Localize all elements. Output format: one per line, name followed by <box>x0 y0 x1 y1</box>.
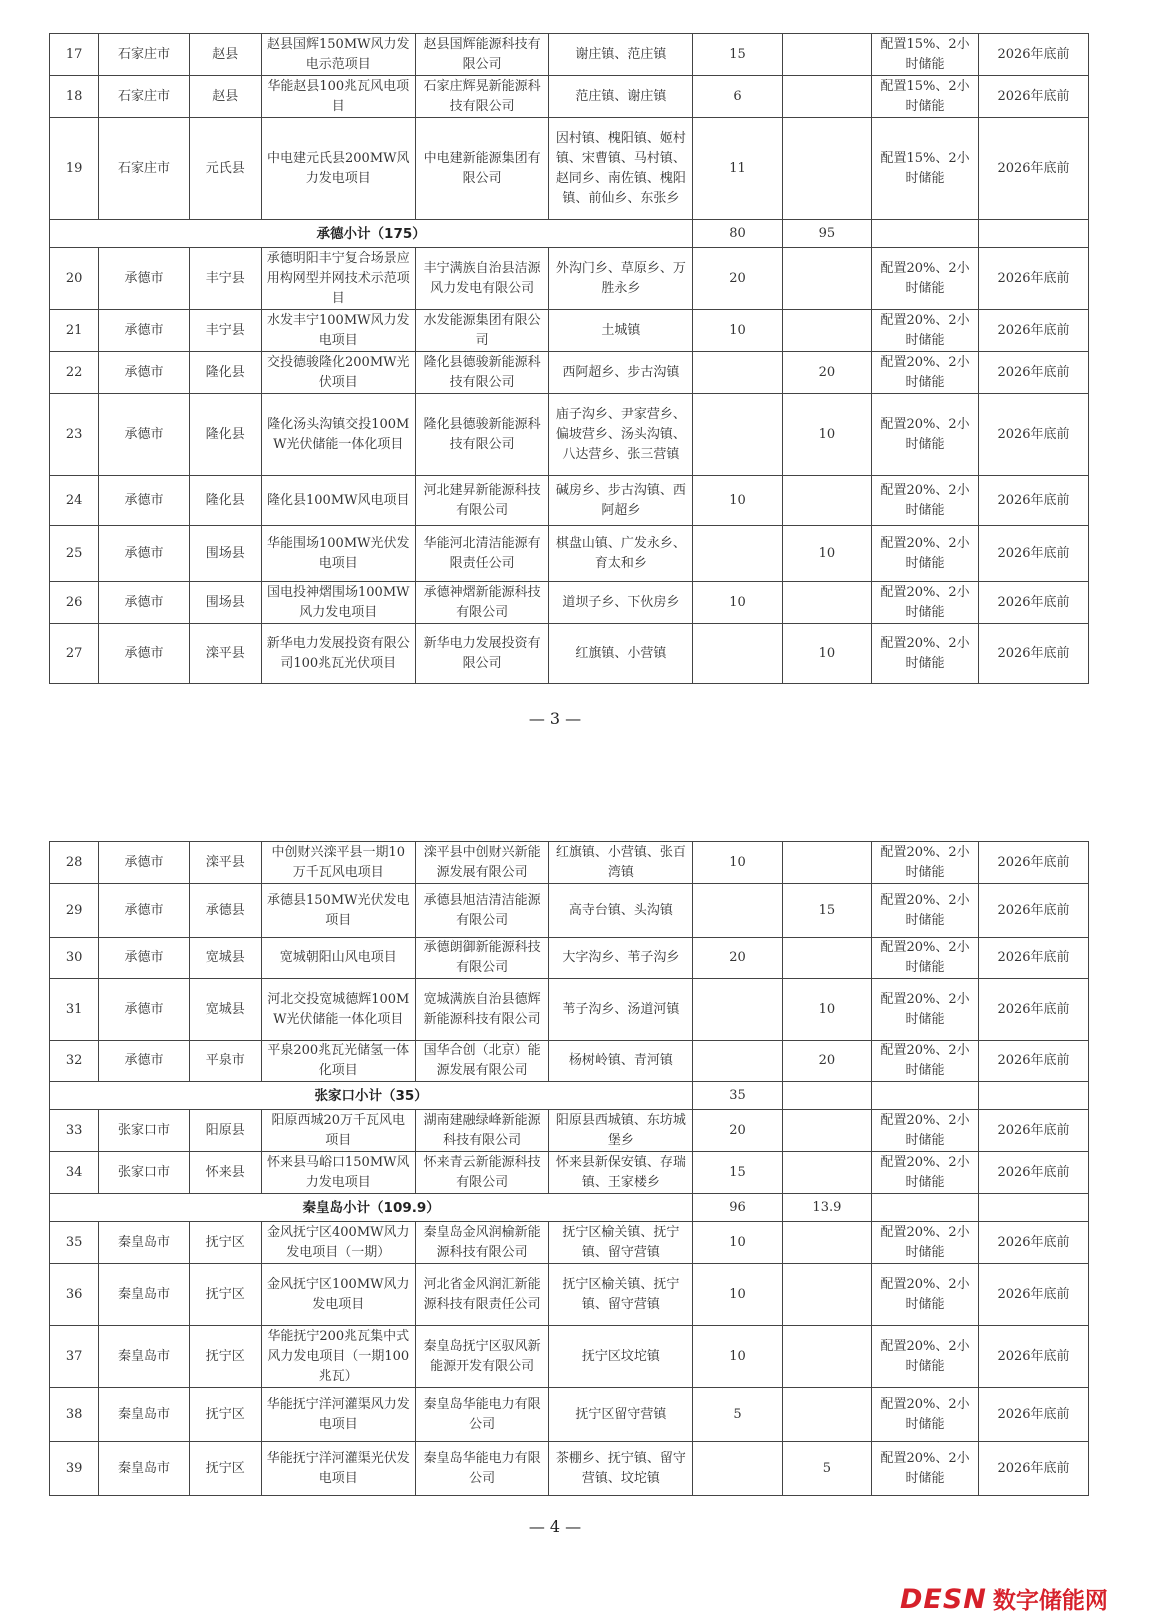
cell-company: 隆化县德骏新能源科技有限公司 <box>415 394 549 476</box>
cell-company: 国华合创（北京）能源发展有限公司 <box>415 1041 549 1082</box>
cell-project-name: 交投德骏隆化200MW光伏项目 <box>261 352 415 394</box>
cell-wind-capacity: 11 <box>693 118 782 220</box>
cell-deadline: 2026年底前 <box>978 118 1088 220</box>
cell-project-name: 承德明阳丰宁复合场景应用构网型并网技术示范项目 <box>261 248 415 310</box>
cell-company: 承德县旭洁清洁能源有限公司 <box>415 884 549 938</box>
table-row <box>50 979 1089 1041</box>
cell-project-name: 国电投神熠围场100MW风力发电项目 <box>261 582 415 624</box>
cell-wind-capacity: 10 <box>693 1264 782 1326</box>
cell-location: 外沟门乡、草原乡、万胜永乡 <box>549 248 693 310</box>
cell-county: 抚宁区 <box>189 1442 261 1496</box>
cell-company: 中电建新能源集团有限公司 <box>415 118 549 220</box>
table-row <box>50 1442 1089 1496</box>
table-row <box>50 526 1089 582</box>
cell-solar-capacity: 20 <box>782 352 871 394</box>
cell-wind-capacity <box>693 979 782 1041</box>
cell-company: 秦皇岛华能电力有限公司 <box>415 1388 549 1442</box>
cell-solar-capacity <box>782 248 871 310</box>
cell-location: 抚宁区榆关镇、抚宁镇、留守营镇 <box>549 1222 693 1264</box>
cell-project-name: 中创财兴滦平县一期10万千瓦风电项目 <box>261 842 415 884</box>
cell-index: 22 <box>50 352 99 394</box>
cell-deadline: 2026年底前 <box>978 1326 1088 1388</box>
cell-city: 秦皇岛市 <box>99 1442 189 1496</box>
cell-city: 张家口市 <box>99 1110 189 1152</box>
cell-deadline: 2026年底前 <box>978 1264 1088 1326</box>
project-table-page-3 <box>49 33 1089 684</box>
cell-county: 滦平县 <box>189 842 261 884</box>
cell-storage: 配置15%、2小时储能 <box>872 34 979 76</box>
desn-watermark-logo <box>900 1582 1108 1614</box>
cell-county: 丰宁县 <box>189 248 261 310</box>
cell-company: 隆化县德骏新能源科技有限公司 <box>415 352 549 394</box>
cell-project-name: 怀来县马峪口150MW风力发电项目 <box>261 1152 415 1194</box>
cell-deadline: 2026年底前 <box>978 1388 1088 1442</box>
cell-county: 元氏县 <box>189 118 261 220</box>
subtotal-label: 承德小计（175） <box>50 220 693 248</box>
cell-city: 石家庄市 <box>99 118 189 220</box>
cell-wind-capacity: 15 <box>693 34 782 76</box>
table-row <box>50 476 1089 526</box>
cell-city: 秦皇岛市 <box>99 1326 189 1388</box>
cell-deadline: 2026年底前 <box>978 1041 1088 1082</box>
cell-index: 35 <box>50 1222 99 1264</box>
cell-index: 27 <box>50 624 99 684</box>
cell-city: 承德市 <box>99 310 189 352</box>
cell-project-name: 阳原西城20万千瓦风电项目 <box>261 1110 415 1152</box>
cell-county: 阳原县 <box>189 1110 261 1152</box>
cell-company: 赵县国辉能源科技有限公司 <box>415 34 549 76</box>
subtotal-solar: 13.9 <box>782 1194 871 1222</box>
cell-company: 秦皇岛金风润榆新能源科技有限公司 <box>415 1222 549 1264</box>
cell-project-name: 中电建元氏县200MW风力发电项目 <box>261 118 415 220</box>
cell-storage: 配置20%、2小时储能 <box>872 1326 979 1388</box>
cell-location: 杨树岭镇、青河镇 <box>549 1041 693 1082</box>
cell-location: 庙子沟乡、尹家营乡、偏坡营乡、汤头沟镇、八达营乡、张三营镇 <box>549 394 693 476</box>
cell-storage: 配置20%、2小时储能 <box>872 248 979 310</box>
subtotal-empty <box>872 220 979 248</box>
cell-city: 承德市 <box>99 624 189 684</box>
cell-city: 张家口市 <box>99 1152 189 1194</box>
cell-company: 华能河北清洁能源有限责任公司 <box>415 526 549 582</box>
cell-wind-capacity <box>693 1041 782 1082</box>
subtotal-row <box>50 220 1089 248</box>
cell-deadline: 2026年底前 <box>978 476 1088 526</box>
cell-county: 承德县 <box>189 884 261 938</box>
cell-company: 水发能源集团有限公司 <box>415 310 549 352</box>
cell-location: 大字沟乡、苇子沟乡 <box>549 938 693 979</box>
cell-index: 37 <box>50 1326 99 1388</box>
cell-solar-capacity: 10 <box>782 979 871 1041</box>
table-row <box>50 938 1089 979</box>
cell-storage: 配置20%、2小时储能 <box>872 884 979 938</box>
cell-solar-capacity <box>782 1326 871 1388</box>
cell-city: 石家庄市 <box>99 34 189 76</box>
cell-company: 新华电力发展投资有限公司 <box>415 624 549 684</box>
table-row <box>50 1264 1089 1326</box>
cell-company: 湖南建融绿峰新能源科技有限公司 <box>415 1110 549 1152</box>
cell-solar-capacity <box>782 842 871 884</box>
cell-wind-capacity <box>693 352 782 394</box>
cell-solar-capacity <box>782 34 871 76</box>
cell-location: 怀来县新保安镇、存瑞镇、王家楼乡 <box>549 1152 693 1194</box>
cell-storage: 配置20%、2小时储能 <box>872 394 979 476</box>
cell-deadline: 2026年底前 <box>978 582 1088 624</box>
cell-storage: 配置20%、2小时储能 <box>872 1041 979 1082</box>
cell-company: 滦平县中创财兴新能源发展有限公司 <box>415 842 549 884</box>
cell-storage: 配置20%、2小时储能 <box>872 979 979 1041</box>
cell-county: 隆化县 <box>189 394 261 476</box>
cell-location: 道坝子乡、下伙房乡 <box>549 582 693 624</box>
watermark-en: DESN <box>900 1584 987 1615</box>
cell-location: 阳原县西城镇、东坊城堡乡 <box>549 1110 693 1152</box>
cell-city: 承德市 <box>99 884 189 938</box>
cell-deadline: 2026年底前 <box>978 1152 1088 1194</box>
cell-index: 18 <box>50 76 99 118</box>
cell-solar-capacity: 5 <box>782 1442 871 1496</box>
cell-project-name: 金风抚宁区400MW风力发电项目（一期） <box>261 1222 415 1264</box>
cell-deadline: 2026年底前 <box>978 34 1088 76</box>
table-row <box>50 624 1089 684</box>
cell-location: 西阿超乡、步古沟镇 <box>549 352 693 394</box>
cell-location: 棋盘山镇、广发永乡、育太和乡 <box>549 526 693 582</box>
cell-location: 红旗镇、小营镇 <box>549 624 693 684</box>
table-row <box>50 118 1089 220</box>
cell-deadline: 2026年底前 <box>978 1222 1088 1264</box>
subtotal-row <box>50 1082 1089 1110</box>
cell-county: 抚宁区 <box>189 1388 261 1442</box>
table-row <box>50 582 1089 624</box>
table-row <box>50 1041 1089 1082</box>
cell-city: 承德市 <box>99 248 189 310</box>
cell-project-name: 华能赵县100兆瓦风电项目 <box>261 76 415 118</box>
cell-solar-capacity <box>782 1222 871 1264</box>
cell-location: 茶棚乡、抚宁镇、留守营镇、坟坨镇 <box>549 1442 693 1496</box>
cell-deadline: 2026年底前 <box>978 310 1088 352</box>
page-number-3: — 3 — <box>528 709 582 728</box>
cell-storage: 配置20%、2小时储能 <box>872 842 979 884</box>
cell-project-name: 华能抚宁洋河灌渠光伏发电项目 <box>261 1442 415 1496</box>
cell-wind-capacity <box>693 884 782 938</box>
cell-company: 宽城满族自治县德辉新能源科技有限公司 <box>415 979 549 1041</box>
cell-project-name: 新华电力发展投资有限公司100兆瓦光伏项目 <box>261 624 415 684</box>
cell-index: 34 <box>50 1152 99 1194</box>
cell-location: 谢庄镇、范庄镇 <box>549 34 693 76</box>
cell-location: 碱房乡、步古沟镇、西阿超乡 <box>549 476 693 526</box>
cell-location: 高寺台镇、头沟镇 <box>549 884 693 938</box>
table-row <box>50 842 1089 884</box>
cell-company: 石家庄辉晃新能源科技有限公司 <box>415 76 549 118</box>
cell-county: 抚宁区 <box>189 1222 261 1264</box>
cell-wind-capacity <box>693 526 782 582</box>
table-row <box>50 34 1089 76</box>
cell-wind-capacity: 10 <box>693 476 782 526</box>
cell-project-name: 水发丰宁100MW风力发电项目 <box>261 310 415 352</box>
cell-project-name: 宽城朝阳山风电项目 <box>261 938 415 979</box>
cell-solar-capacity <box>782 1388 871 1442</box>
cell-wind-capacity: 20 <box>693 938 782 979</box>
cell-county: 宽城县 <box>189 979 261 1041</box>
cell-deadline: 2026年底前 <box>978 394 1088 476</box>
cell-solar-capacity <box>782 1110 871 1152</box>
cell-wind-capacity <box>693 1442 782 1496</box>
cell-company: 丰宁满族自治县洁源风力发电有限公司 <box>415 248 549 310</box>
cell-project-name: 华能围场100MW光伏发电项目 <box>261 526 415 582</box>
subtotal-empty <box>978 220 1088 248</box>
cell-storage: 配置20%、2小时储能 <box>872 1222 979 1264</box>
cell-index: 30 <box>50 938 99 979</box>
cell-company: 河北省金风润汇新能源科技有限责任公司 <box>415 1264 549 1326</box>
cell-project-name: 承德县150MW光伏发电项目 <box>261 884 415 938</box>
cell-deadline: 2026年底前 <box>978 526 1088 582</box>
cell-location: 抚宁区榆关镇、抚宁镇、留守营镇 <box>549 1264 693 1326</box>
cell-solar-capacity: 10 <box>782 526 871 582</box>
table-row <box>50 310 1089 352</box>
cell-location: 抚宁区留守营镇 <box>549 1388 693 1442</box>
cell-index: 39 <box>50 1442 99 1496</box>
subtotal-wind: 35 <box>693 1082 782 1110</box>
cell-city: 承德市 <box>99 938 189 979</box>
cell-location: 范庄镇、谢庄镇 <box>549 76 693 118</box>
page-number-4: — 4 — <box>528 1517 582 1536</box>
cell-company: 怀来青云新能源科技有限公司 <box>415 1152 549 1194</box>
cell-project-name: 金风抚宁区100MW风力发电项目 <box>261 1264 415 1326</box>
cell-company: 秦皇岛抚宁区驭风新能源开发有限公司 <box>415 1326 549 1388</box>
table-row <box>50 1388 1089 1442</box>
cell-solar-capacity <box>782 938 871 979</box>
cell-index: 26 <box>50 582 99 624</box>
table-row <box>50 394 1089 476</box>
cell-county: 宽城县 <box>189 938 261 979</box>
cell-solar-capacity: 10 <box>782 394 871 476</box>
cell-index: 32 <box>50 1041 99 1082</box>
cell-deadline: 2026年底前 <box>978 76 1088 118</box>
cell-index: 19 <box>50 118 99 220</box>
cell-project-name: 平泉200兆瓦光储氢一体化项目 <box>261 1041 415 1082</box>
cell-project-name: 华能抚宁洋河灌渠风力发电项目 <box>261 1388 415 1442</box>
cell-city: 承德市 <box>99 352 189 394</box>
cell-wind-capacity: 6 <box>693 76 782 118</box>
subtotal-empty <box>872 1082 979 1110</box>
cell-city: 秦皇岛市 <box>99 1388 189 1442</box>
cell-city: 承德市 <box>99 582 189 624</box>
cell-wind-capacity: 10 <box>693 310 782 352</box>
cell-storage: 配置15%、2小时储能 <box>872 118 979 220</box>
table-row <box>50 248 1089 310</box>
project-table-page-4 <box>49 841 1089 1496</box>
cell-city: 承德市 <box>99 842 189 884</box>
cell-solar-capacity <box>782 476 871 526</box>
cell-solar-capacity: 10 <box>782 624 871 684</box>
cell-deadline: 2026年底前 <box>978 1442 1088 1496</box>
cell-storage: 配置20%、2小时储能 <box>872 526 979 582</box>
cell-storage: 配置20%、2小时储能 <box>872 1388 979 1442</box>
cell-project-name: 隆化县100MW风电项目 <box>261 476 415 526</box>
cell-wind-capacity: 15 <box>693 1152 782 1194</box>
cell-county: 丰宁县 <box>189 310 261 352</box>
cell-solar-capacity: 20 <box>782 1041 871 1082</box>
cell-location: 红旗镇、小营镇、张百湾镇 <box>549 842 693 884</box>
cell-deadline: 2026年底前 <box>978 979 1088 1041</box>
cell-index: 38 <box>50 1388 99 1442</box>
cell-city: 秦皇岛市 <box>99 1264 189 1326</box>
cell-company: 承德朗御新能源科技有限公司 <box>415 938 549 979</box>
subtotal-solar: 95 <box>782 220 871 248</box>
table-row <box>50 1110 1089 1152</box>
cell-solar-capacity <box>782 582 871 624</box>
cell-location: 土城镇 <box>549 310 693 352</box>
table-row <box>50 1326 1089 1388</box>
table-row <box>50 884 1089 938</box>
cell-storage: 配置20%、2小时储能 <box>872 1264 979 1326</box>
cell-index: 21 <box>50 310 99 352</box>
cell-index: 31 <box>50 979 99 1041</box>
cell-project-name: 华能抚宁200兆瓦集中式风力发电项目（一期100兆瓦） <box>261 1326 415 1388</box>
cell-wind-capacity <box>693 624 782 684</box>
subtotal-label: 张家口小计（35） <box>50 1082 693 1110</box>
cell-city: 承德市 <box>99 1041 189 1082</box>
cell-wind-capacity: 5 <box>693 1388 782 1442</box>
cell-location: 抚宁区坟坨镇 <box>549 1326 693 1388</box>
cell-wind-capacity: 20 <box>693 1110 782 1152</box>
cell-county: 隆化县 <box>189 476 261 526</box>
cell-county: 怀来县 <box>189 1152 261 1194</box>
cell-solar-capacity <box>782 310 871 352</box>
cell-wind-capacity: 10 <box>693 1326 782 1388</box>
table-row <box>50 1152 1089 1194</box>
cell-city: 秦皇岛市 <box>99 1222 189 1264</box>
table-row <box>50 1222 1089 1264</box>
subtotal-label: 秦皇岛小计（109.9） <box>50 1194 693 1222</box>
cell-county: 围场县 <box>189 526 261 582</box>
cell-deadline: 2026年底前 <box>978 352 1088 394</box>
cell-storage: 配置20%、2小时储能 <box>872 352 979 394</box>
cell-location: 苇子沟乡、汤道河镇 <box>549 979 693 1041</box>
subtotal-row <box>50 1194 1089 1222</box>
cell-storage: 配置20%、2小时储能 <box>872 582 979 624</box>
cell-storage: 配置15%、2小时储能 <box>872 76 979 118</box>
subtotal-empty <box>978 1194 1088 1222</box>
cell-index: 29 <box>50 884 99 938</box>
cell-deadline: 2026年底前 <box>978 938 1088 979</box>
cell-county: 围场县 <box>189 582 261 624</box>
cell-deadline: 2026年底前 <box>978 624 1088 684</box>
cell-project-name: 隆化汤头沟镇交投100MW光伏储能一体化项目 <box>261 394 415 476</box>
cell-index: 23 <box>50 394 99 476</box>
cell-wind-capacity: 10 <box>693 1222 782 1264</box>
cell-county: 平泉市 <box>189 1041 261 1082</box>
cell-company: 承德神熠新能源科技有限公司 <box>415 582 549 624</box>
cell-city: 石家庄市 <box>99 76 189 118</box>
cell-storage: 配置20%、2小时储能 <box>872 1442 979 1496</box>
cell-index: 28 <box>50 842 99 884</box>
subtotal-empty <box>872 1194 979 1222</box>
cell-wind-capacity: 20 <box>693 248 782 310</box>
cell-deadline: 2026年底前 <box>978 248 1088 310</box>
cell-storage: 配置20%、2小时储能 <box>872 476 979 526</box>
cell-county: 隆化县 <box>189 352 261 394</box>
cell-solar-capacity: 15 <box>782 884 871 938</box>
cell-deadline: 2026年底前 <box>978 884 1088 938</box>
cell-solar-capacity <box>782 118 871 220</box>
cell-company: 秦皇岛华能电力有限公司 <box>415 1442 549 1496</box>
subtotal-wind: 96 <box>693 1194 782 1222</box>
cell-storage: 配置20%、2小时储能 <box>872 1152 979 1194</box>
cell-index: 25 <box>50 526 99 582</box>
cell-deadline: 2026年底前 <box>978 842 1088 884</box>
cell-wind-capacity: 10 <box>693 582 782 624</box>
cell-city: 承德市 <box>99 476 189 526</box>
cell-city: 承德市 <box>99 979 189 1041</box>
cell-storage: 配置20%、2小时储能 <box>872 310 979 352</box>
cell-location: 因村镇、槐阳镇、姬村镇、宋曹镇、马村镇、赵同乡、南佐镇、槐阳镇、前仙乡、东张乡 <box>549 118 693 220</box>
table-row <box>50 352 1089 394</box>
cell-storage: 配置20%、2小时储能 <box>872 624 979 684</box>
cell-county: 抚宁区 <box>189 1264 261 1326</box>
subtotal-wind: 80 <box>693 220 782 248</box>
cell-index: 17 <box>50 34 99 76</box>
cell-county: 抚宁区 <box>189 1326 261 1388</box>
cell-project-name: 河北交投宽城德辉100MW光伏储能一体化项目 <box>261 979 415 1041</box>
watermark-cn: 数字储能网 <box>992 1588 1108 1614</box>
cell-wind-capacity: 10 <box>693 842 782 884</box>
cell-county: 滦平县 <box>189 624 261 684</box>
table-row <box>50 76 1089 118</box>
cell-county: 赵县 <box>189 34 261 76</box>
cell-deadline: 2026年底前 <box>978 1110 1088 1152</box>
cell-index: 36 <box>50 1264 99 1326</box>
subtotal-solar <box>782 1082 871 1110</box>
cell-company: 河北建昇新能源科技有限公司 <box>415 476 549 526</box>
cell-index: 20 <box>50 248 99 310</box>
cell-index: 33 <box>50 1110 99 1152</box>
cell-project-name: 赵县国辉150MW风力发电示范项目 <box>261 34 415 76</box>
cell-county: 赵县 <box>189 76 261 118</box>
cell-city: 承德市 <box>99 394 189 476</box>
subtotal-empty <box>978 1082 1088 1110</box>
cell-city: 承德市 <box>99 526 189 582</box>
cell-storage: 配置20%、2小时储能 <box>872 938 979 979</box>
cell-index: 24 <box>50 476 99 526</box>
cell-solar-capacity <box>782 76 871 118</box>
cell-solar-capacity <box>782 1264 871 1326</box>
cell-storage: 配置20%、2小时储能 <box>872 1110 979 1152</box>
cell-solar-capacity <box>782 1152 871 1194</box>
cell-wind-capacity <box>693 394 782 476</box>
